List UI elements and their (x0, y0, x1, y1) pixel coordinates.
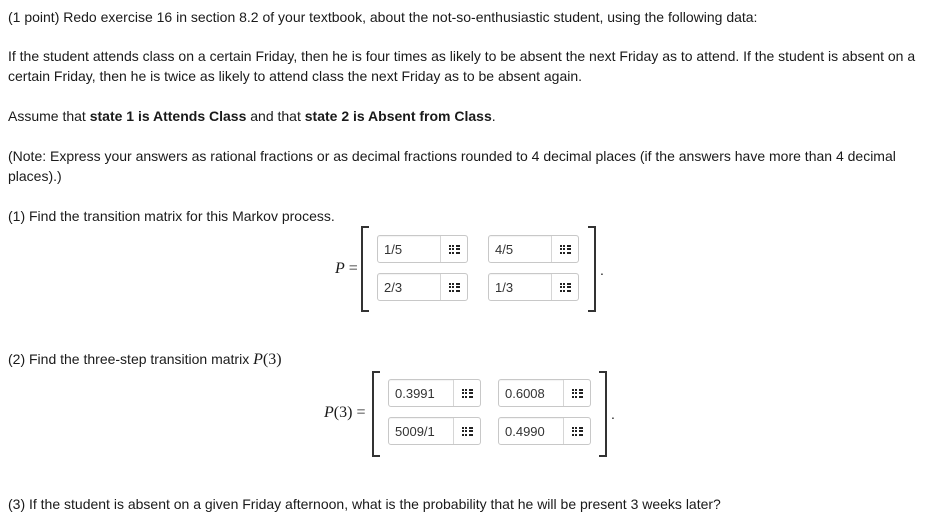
p3-21-matrix-tool[interactable] (453, 418, 480, 444)
matrix-p3-right-bracket (599, 371, 607, 457)
p3-22-matrix-tool[interactable] (563, 418, 590, 444)
grid-icon (449, 283, 460, 292)
matrix-p-eq: = (344, 260, 358, 277)
p22-input[interactable] (489, 274, 551, 300)
p21-input[interactable] (378, 274, 440, 300)
matrix-p-cell-2-1 (377, 273, 468, 301)
assume-pre: Assume that (8, 108, 90, 124)
assumption-text (8, 106, 931, 126)
p3-12-matrix-tool[interactable] (563, 380, 590, 406)
matrix-p3-cell-1-1 (388, 379, 481, 407)
part2-question-text: (2) Find the three-step transition matrix (8, 351, 254, 367)
matrix-p3-period: . (611, 406, 615, 422)
matrix-p-cell-1-2 (488, 235, 579, 263)
matrix-p-left-bracket (361, 226, 369, 312)
grid-icon (560, 283, 571, 292)
p22-matrix-tool[interactable] (551, 274, 578, 300)
part1-question: (1) Find the transition matrix for this Markov process. (8, 208, 335, 224)
grid-icon (462, 427, 473, 436)
state2-label: state 2 is Absent from Class (304, 108, 492, 124)
note-text: (Note: Express your answers as rational fractions or as decimal fractions rounded to 4 decimal places (if the answers have more than 4 decimal places).) (8, 148, 896, 184)
assume-mid: and that (246, 108, 305, 124)
p12-input[interactable] (489, 236, 551, 262)
matrix-p3-cell-1-2 (498, 379, 591, 407)
p21-matrix-tool[interactable] (440, 274, 467, 300)
p3-11-input[interactable] (389, 380, 453, 406)
assume-post: . (491, 108, 496, 124)
matrix-p-label (335, 260, 358, 278)
part2-question (8, 349, 931, 370)
p3-12-input[interactable] (499, 380, 563, 406)
matrix-p3-eq: = (352, 404, 366, 421)
part2-question-math (253, 351, 281, 368)
matrix-p3-label (324, 404, 365, 422)
matrix-p-right-bracket (588, 226, 596, 312)
p3-22-input[interactable] (499, 418, 563, 444)
problem-header: (1 point) Redo exercise 16 in section 8.2 of your textbook, about the not-so-enthusiastic student, using the following data: (8, 9, 758, 25)
grid-icon (572, 427, 583, 436)
matrix-p3-cell-2-1 (388, 417, 481, 445)
p11-matrix-tool[interactable] (440, 236, 467, 262)
state1-label: state 1 is Attends Class (89, 108, 247, 124)
grid-icon (572, 389, 583, 398)
p3-21-input[interactable] (389, 418, 453, 444)
matrix-p-cell-1-1 (377, 235, 468, 263)
matrix-p-cell-2-2 (488, 273, 579, 301)
matrix-p3-cell-2-2 (498, 417, 591, 445)
grid-icon (560, 245, 571, 254)
part2-question-arg: (3) (262, 351, 282, 368)
grid-icon (449, 245, 460, 254)
p3-11-matrix-tool[interactable] (453, 380, 480, 406)
matrix-p-var: P (335, 260, 345, 277)
part3-question: (3) If the student is absent on a given Friday afternoon, what is the probability that he will be present 3 weeks later? (8, 496, 721, 512)
matrix-p3-left-bracket (372, 371, 380, 457)
part2-question-var: P (253, 351, 263, 368)
matrix-p-period: . (600, 262, 604, 278)
matrix-p3-var: P (324, 404, 334, 421)
grid-icon (462, 389, 473, 398)
problem-statement: If the student attends class on a certain Friday, then he is four times as likely to be absent the next Friday as to attend. If the student is absent on a certain Friday, then he is twice as likely to attend class the next Friday as to be absent again. (8, 48, 916, 84)
p12-matrix-tool[interactable] (551, 236, 578, 262)
matrix-p3-arg: (3) (333, 404, 353, 421)
p11-input[interactable] (378, 236, 440, 262)
